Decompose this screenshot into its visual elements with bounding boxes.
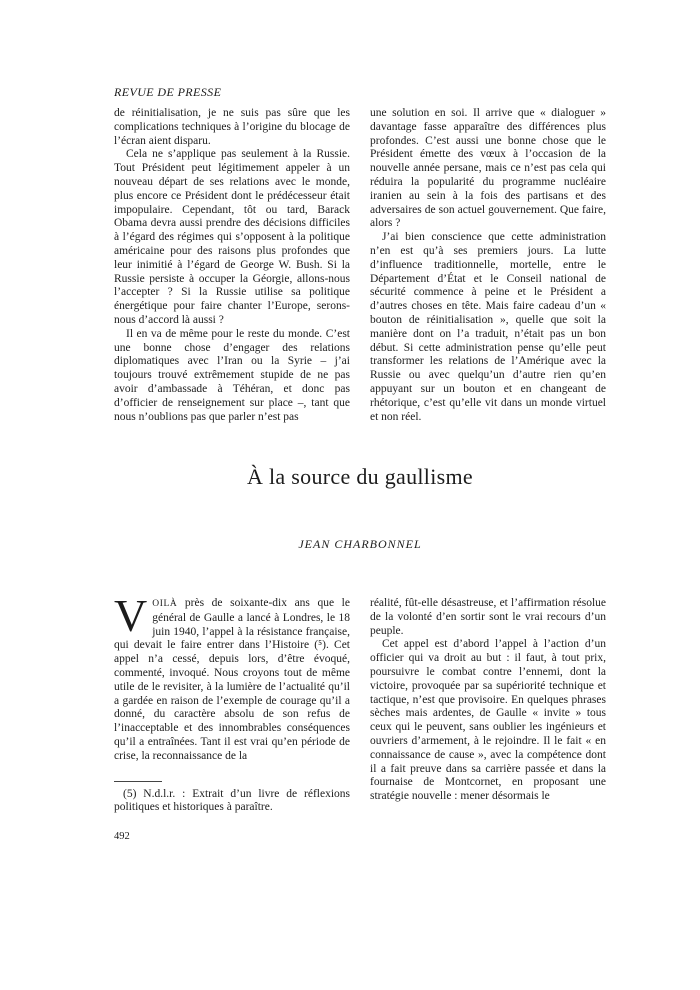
paragraph: de réinitialisation, je ne suis pas sûre que les complications techniques à l’origine du blocage de l’écran aient disparu. (114, 107, 350, 147)
lead-small-caps: OILÀ (152, 599, 178, 609)
press-review-text-block (114, 107, 606, 424)
paragraph: une solution en soi. Il arrive que « dialoguer » davantage fasse apparaître des différences plus profondes. C’est aussi une bonne chose que le Président émette des vœux à l’occasion de la nouvelle année persane, mais ce n’est pas cela qui réduira la popularité du programme nucléaire iranien au sein à la fois des partisans et des adversaires de son actuel gouvernement. Que faire, alors ? (370, 107, 606, 230)
paragraph: J’ai bien conscience que cette administration n’en est qu’à ses premiers jours. La lutte d’influence traditionnelle, mortelle, entre le Département d’État et le Conseil national de sécurité commence à peine et le Président a d’autres choses en tête. Mais faire cadeau d’un « bouton de réinitialisation », quelle que soit la manière dont on l’a traduit, n’était pas un bon début. Si cette administration pense qu’elle peut transformer les relations de l’Amérique avec la Russie ou avec quelqu’un d’autre rien qu’en appuyant sur un bouton et en changeant de rhétorique, c’est qu’elle vit dans un monde virtuel et non réel. (370, 231, 606, 423)
footnote-block (114, 781, 350, 816)
article-text-block (114, 590, 606, 815)
running-head: REVUE DE PRESSE (114, 85, 222, 99)
drop-cap: V (114, 590, 148, 641)
footnote-rule (114, 781, 162, 782)
footnote-text: (5) N.d.l.r. : Extrait d’un livre de réflexions politiques et historiques à paraître. (114, 787, 350, 814)
paragraph: Cela ne s’applique pas seulement à la Russie. Tout Président peut légitimement appeler à un nouveau départ de ses relations avec le monde, plus encore ce Président dont le prédécesseur était impopulaire. Cependant, tôt ou tard, Barack Obama devra aussi prendre des décisions difficiles à l’égard des régimes qui s’opposent à la politique américaine pour des raisons plus profondes que leur inimitié à l’égard de George W. Bush. Si la Russie persiste à occuper la Géorgie, allons-nous l’accepter ? Si la Russie utilise sa politique énergétique pour faire chanter l’Europe, serons-nous d’accord là aussi ? (114, 148, 350, 326)
article-title: À la source du gaullisme (247, 464, 473, 489)
article-author: JEAN CHARBONNEL (298, 537, 422, 551)
press-review-column-left (114, 107, 350, 424)
paragraph: Il en va de même pour le reste du monde. C’est une bonne chose d’engager des relations diplomatiques avec l’Iran ou la Syrie – j’ai toujours trouvé extrêmement stupide de ne pas avoir d’ambassade à Téhéran, et donc pas d’officier de renseignement sur place –, tant que nous n’oublions pas que parler n’est pas (114, 327, 350, 423)
lead-paragraph (114, 590, 350, 764)
press-review-column-right (370, 107, 606, 424)
page-number: 492 (114, 831, 130, 842)
article-column-right (370, 597, 606, 815)
paragraph: réalité, fût-elle désastreuse, et l’affirmation résolue de la volonté d’en sortir sont le vrai recours d’un peuple. (370, 597, 606, 637)
lead-paragraph-text: près de soixante-dix ans que le général de Gaulle a lancé à Londres, le 18 juin 1940, l’appel à la résistance française, qui devait le faire entrer dans l’Histoire (⁵). Cet appel n’a cessé, depuis lors, d’être évoqué, commenté, invoqué. Nous croyons tout de même utile de le revisiter, à la lumière de l’actualité qu’il a gardée en raison de l’exemple de courage qu’il a donné, du caractère absolu de son refus de l’inacceptable et des innombrables conséquences qu’il a entraînées. Tant il est vrai qu’en période de crise, la reconnaissance de la (114, 597, 350, 762)
paragraph: Cet appel est d’abord l’appel à l’action d’un officier qui va droit au but : il faut, à tout prix, poursuivre le combat contre l’ennemi, dont la victoire, provoquée par sa supériorité technique et tactique, n’est que provisoire. En quelques phrases sèches mais ardentes, de Gaulle « invite » tous ceux qui le peuvent, sans oublier les ingénieurs et ouvriers d’armement, à le rejoindre. Il le fait « en connaissance de cause », avec la compétence dont il a fait preuve dans sa carrière passée et dans la fournaise de Montcornet, en proposant une stratégie nouvelle : mener désormais le (370, 638, 606, 803)
article-column-left (114, 590, 350, 815)
